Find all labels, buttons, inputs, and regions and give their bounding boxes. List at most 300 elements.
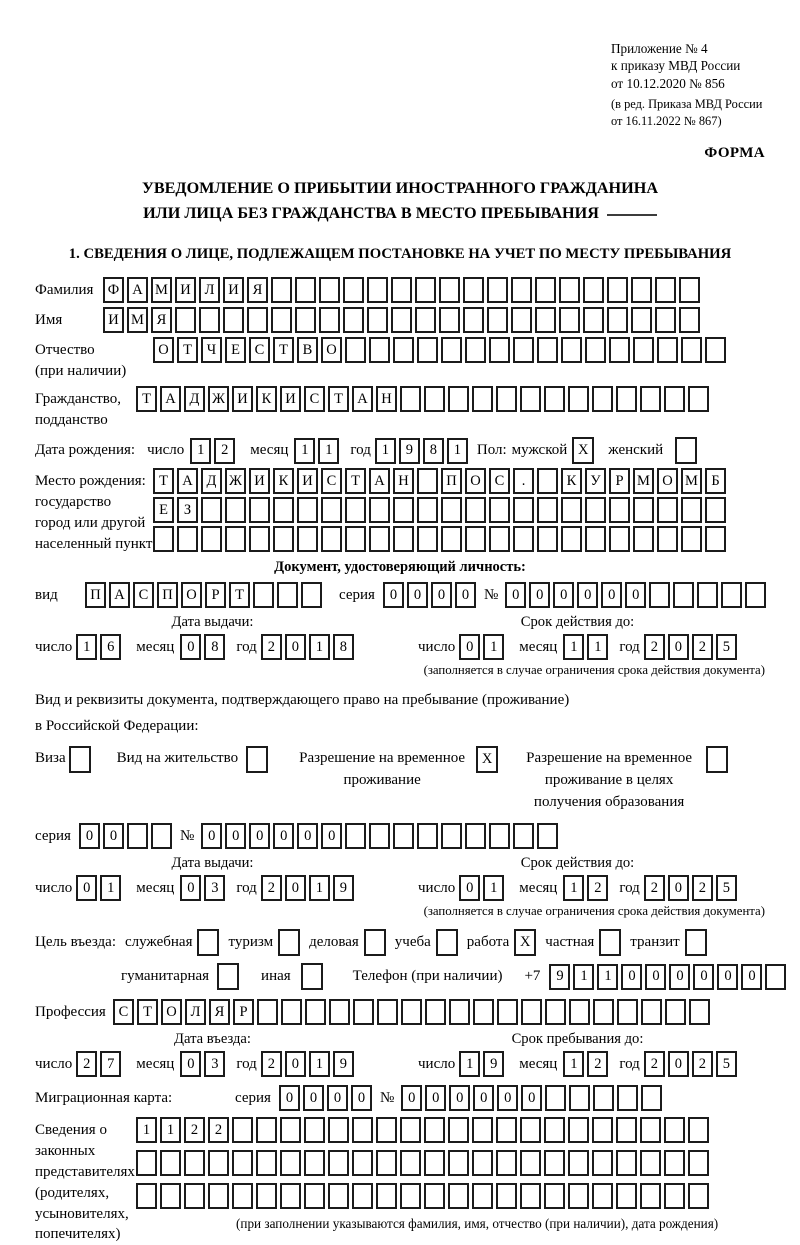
form-cell <box>367 277 388 303</box>
form-cell: П <box>157 582 178 608</box>
month-word: месяц <box>136 1055 175 1072</box>
form-cell: 0 <box>407 582 428 608</box>
birthplace-label-line-1: Место рождения: <box>35 473 146 490</box>
form-cell <box>208 1183 229 1209</box>
month-word: месяц <box>519 638 558 655</box>
form-cell: 5 <box>716 1051 737 1077</box>
doc-kind-cells <box>85 582 325 608</box>
month-word: месяц <box>519 879 558 896</box>
representatives-label-line-3: представителях <box>35 1164 135 1181</box>
birthplace-label <box>35 468 153 555</box>
form-cell <box>568 386 589 412</box>
form-cell: А <box>160 386 181 412</box>
form-cell <box>633 526 654 552</box>
form-cell <box>640 1183 661 1209</box>
form-cell: 0 <box>473 1085 494 1111</box>
form-cell <box>328 1183 349 1209</box>
visa-checkbox <box>69 746 91 773</box>
gender-female-label: женский <box>608 442 664 459</box>
form-cell <box>448 1183 469 1209</box>
form-cell: Д <box>184 386 205 412</box>
purpose-tourism <box>228 929 300 956</box>
residence-expiry-note: (заполняется в случае ограничения срока действия документа) <box>423 904 765 919</box>
form-cell <box>472 1150 493 1176</box>
form-cell <box>295 307 316 333</box>
form-cell <box>609 497 630 523</box>
form-cell <box>391 277 412 303</box>
migration-number-label: № <box>379 1089 395 1106</box>
form-cell: У <box>585 468 606 494</box>
form-cell: 2 <box>261 875 282 901</box>
form-cell <box>649 582 670 608</box>
birth-year-cells <box>375 438 471 464</box>
form-cell: 0 <box>285 875 306 901</box>
form-cell: К <box>256 386 277 412</box>
residence-expiry-date-row <box>418 875 765 901</box>
residence-expiry-month-cells <box>563 875 611 901</box>
purpose-study-checkbox <box>436 929 458 956</box>
migration-number-cells <box>401 1085 665 1111</box>
form-cell: О <box>321 337 342 363</box>
form-cell: 0 <box>741 964 762 990</box>
form-cell <box>489 823 510 849</box>
form-cell <box>393 497 414 523</box>
form-cell <box>153 526 174 552</box>
form-cell <box>487 277 508 303</box>
purpose-humanitarian-label: гуманитарная <box>121 968 210 985</box>
form-cell: 1 <box>309 1051 330 1077</box>
form-cell <box>393 526 414 552</box>
form-cell: 1 <box>459 1051 480 1077</box>
form-cell: 0 <box>285 634 306 660</box>
form-cell <box>513 526 534 552</box>
form-cell <box>535 277 556 303</box>
form-cell <box>568 1150 589 1176</box>
form-cell <box>345 823 366 849</box>
form-cell <box>465 823 486 849</box>
form-title-line-1: УВЕДОМЛЕНИЕ О ПРИБЫТИИ ИНОСТРАННОГО ГРАЖДАНИНА <box>141 179 659 198</box>
form-cell: 0 <box>459 875 480 901</box>
firstname-cells <box>103 307 703 333</box>
doc-number-cells <box>505 582 769 608</box>
doc-series-cells <box>383 582 479 608</box>
form-cell: 0 <box>225 823 246 849</box>
form-cell: 5 <box>716 634 737 660</box>
form-cell <box>496 1117 517 1143</box>
form-cell: 0 <box>249 823 270 849</box>
doc-issue-heading: Дата выдачи: <box>171 614 254 631</box>
form-cell: 0 <box>180 875 201 901</box>
form-cell: О <box>181 582 202 608</box>
residence-issue-day-cells <box>76 875 124 901</box>
month-word: месяц <box>519 1055 558 1072</box>
form-cell: С <box>321 468 342 494</box>
representatives-cells-block <box>136 1117 718 1232</box>
purpose-work-label: работа <box>466 934 510 951</box>
form-cell: Т <box>345 468 366 494</box>
form-cell: Е <box>225 337 246 363</box>
form-cell <box>544 1183 565 1209</box>
form-cell: 1 <box>160 1117 181 1143</box>
form-cell <box>664 1117 685 1143</box>
form-cell <box>641 999 662 1025</box>
form-cell: 1 <box>483 875 504 901</box>
form-cell: 0 <box>717 964 738 990</box>
form-cell: . <box>513 468 534 494</box>
form-cell <box>640 1150 661 1176</box>
form-cell <box>655 307 676 333</box>
form-cell <box>583 307 604 333</box>
form-cell <box>345 526 366 552</box>
form-cell: 1 <box>318 438 339 464</box>
representatives-cells-row-1 <box>136 1117 718 1143</box>
form-cell <box>295 277 316 303</box>
doc-issue-date-row <box>35 634 390 660</box>
form-cell <box>439 307 460 333</box>
representatives-caption: (при заполнении указываются фамилия, имя, отчество (при наличии), дата рождения) <box>236 1216 719 1232</box>
temp-residence-education-label: Разрешение на временное проживание в целях получения образования <box>526 750 693 810</box>
form-cell <box>319 277 340 303</box>
form-cell <box>417 337 438 363</box>
form-cell: А <box>177 468 198 494</box>
form-cell <box>655 277 676 303</box>
form-cell <box>352 1150 373 1176</box>
citizenship-label <box>35 386 136 431</box>
form-cell <box>472 1117 493 1143</box>
form-cell <box>472 1183 493 1209</box>
form-cell <box>247 307 268 333</box>
form-cell: 1 <box>136 1117 157 1143</box>
form-cell <box>343 277 364 303</box>
form-cell <box>609 337 630 363</box>
birth-gender-row <box>35 437 765 464</box>
form-cell: 0 <box>321 823 342 849</box>
surname-row <box>35 277 765 303</box>
form-cell: О <box>161 999 182 1025</box>
year-word: год <box>236 879 257 896</box>
day-word: число <box>147 442 185 459</box>
form-cell: 0 <box>297 823 318 849</box>
form-cell <box>664 1150 685 1176</box>
form-cell <box>441 337 462 363</box>
stay-until-date-row <box>418 1051 765 1077</box>
purpose-tourism-label: туризм <box>228 934 274 951</box>
form-cell: 0 <box>668 1051 689 1077</box>
form-cell: 2 <box>644 875 665 901</box>
form-cell <box>304 1183 325 1209</box>
appendix-line-2: к приказу МВД России <box>611 58 741 74</box>
form-cell: 1 <box>483 634 504 660</box>
form-cell: 9 <box>549 964 570 990</box>
month-word: месяц <box>250 442 289 459</box>
purpose-official-checkbox <box>197 929 219 956</box>
birthplace-label-line-3: город или другой <box>35 515 146 532</box>
form-cell: 2 <box>692 1051 713 1077</box>
form-cell: 2 <box>261 634 282 660</box>
form-cell: Р <box>609 468 630 494</box>
form-cell <box>681 526 702 552</box>
form-cell <box>511 307 532 333</box>
form-cell: 6 <box>100 634 121 660</box>
form-cell: 9 <box>333 1051 354 1077</box>
form-cell: 3 <box>204 1051 225 1077</box>
form-cell <box>376 1150 397 1176</box>
form-cell <box>688 1183 709 1209</box>
stay-day-cells <box>459 1051 507 1077</box>
birthplace-label-line-4: населенный пункт <box>35 536 153 553</box>
patronymic-cells <box>153 337 729 363</box>
purpose-transit-checkbox <box>685 929 707 956</box>
form-cell <box>633 497 654 523</box>
form-cell <box>569 999 590 1025</box>
form-cell <box>592 1150 613 1176</box>
stay-month-cells <box>563 1051 611 1077</box>
firstname-row <box>35 307 765 333</box>
firstname-label: Имя <box>35 312 63 329</box>
representatives-label-line-2: законных <box>35 1143 96 1160</box>
representatives-label <box>35 1117 136 1245</box>
form-cell: Б <box>705 468 726 494</box>
form-title-line-2 <box>35 201 765 226</box>
form-cell <box>465 337 486 363</box>
form-cell: 0 <box>180 1051 201 1077</box>
form-cell <box>441 526 462 552</box>
form-cell: 1 <box>76 634 97 660</box>
form-cell <box>273 497 294 523</box>
form-cell: Т <box>229 582 250 608</box>
form-cell <box>473 999 494 1025</box>
form-cell: 1 <box>587 634 608 660</box>
doc-expiry-note: (заполняется в случае ограничения срока действия документа) <box>423 663 765 678</box>
form-cell: 0 <box>285 1051 306 1077</box>
form-cell <box>616 1150 637 1176</box>
form-cell: 0 <box>459 634 480 660</box>
form-cell <box>679 277 700 303</box>
form-cell: М <box>681 468 702 494</box>
form-cell <box>439 277 460 303</box>
form-cell: Е <box>153 497 174 523</box>
form-cell <box>520 1183 541 1209</box>
form-cell: 0 <box>180 634 201 660</box>
form-cell: И <box>249 468 270 494</box>
form-cell: 3 <box>204 875 225 901</box>
form-cell: 2 <box>644 1051 665 1077</box>
form-cell: 0 <box>601 582 622 608</box>
form-cell: 0 <box>449 1085 470 1111</box>
revision-line-1: (в ред. Приказа МВД России <box>611 97 763 112</box>
form-cell <box>441 823 462 849</box>
form-cell <box>281 999 302 1025</box>
form-cell: 0 <box>327 1085 348 1111</box>
form-cell <box>441 497 462 523</box>
purpose-other <box>261 963 323 990</box>
purpose-other-checkbox <box>301 963 323 990</box>
form-cell <box>545 1085 566 1111</box>
form-cell: 1 <box>597 964 618 990</box>
form-cell <box>559 307 580 333</box>
form-cell: 0 <box>645 964 666 990</box>
residence-doc-intro-2: в Российской Федерации: <box>35 717 199 734</box>
form-cell <box>424 1117 445 1143</box>
option-visa <box>35 744 91 773</box>
representatives-cells-row-3 <box>136 1183 718 1209</box>
form-cell <box>697 582 718 608</box>
form-cell: 1 <box>563 1051 584 1077</box>
form-cell <box>232 1183 253 1209</box>
birthplace-cells-row-3 <box>153 526 729 552</box>
form-cell <box>585 497 606 523</box>
form-cell: 8 <box>423 438 444 464</box>
stay-until-heading: Срок пребывания до: <box>511 1031 644 1048</box>
year-word: год <box>236 1055 257 1072</box>
form-cell <box>184 1150 205 1176</box>
purpose-study <box>395 929 458 956</box>
form-cell: Т <box>153 468 174 494</box>
form-cell: 0 <box>505 582 526 608</box>
form-cell <box>569 1085 590 1111</box>
form-cell: М <box>151 277 172 303</box>
form-cell <box>304 1150 325 1176</box>
surname-cells <box>103 277 703 303</box>
form-cell <box>640 1117 661 1143</box>
purpose-business-label: деловая <box>309 934 359 951</box>
form-cell <box>585 337 606 363</box>
visa-label: Виза <box>35 750 66 767</box>
form-cell <box>425 999 446 1025</box>
purpose-work-checkbox: X <box>514 929 536 956</box>
citizenship-row <box>35 386 765 431</box>
residence-issue-year-cells <box>261 875 357 901</box>
form-cell <box>664 386 685 412</box>
residence-doc-options <box>35 744 765 813</box>
form-cell <box>592 386 613 412</box>
form-cell <box>688 1117 709 1143</box>
form-cell: Ф <box>103 277 124 303</box>
form-cell: 0 <box>693 964 714 990</box>
form-cell: 0 <box>668 875 689 901</box>
residence-doc-series-row <box>35 823 765 849</box>
doc-expiry-year-cells <box>644 634 740 660</box>
form-cell: О <box>465 468 486 494</box>
form-cell <box>665 999 686 1025</box>
form-cell <box>393 823 414 849</box>
form-cell: 1 <box>100 875 121 901</box>
day-word: число <box>418 638 456 655</box>
appendix-line-1: Приложение № 4 <box>611 41 708 56</box>
form-cell <box>617 999 638 1025</box>
stay-year-cells <box>644 1051 740 1077</box>
form-cell <box>321 497 342 523</box>
day-word: число <box>35 1055 73 1072</box>
phone-prefix: +7 <box>524 968 541 985</box>
form-cell <box>177 526 198 552</box>
form-cell: А <box>352 386 373 412</box>
profession-label: Профессия <box>35 1004 106 1021</box>
form-cell: 0 <box>103 823 124 849</box>
form-cell: Л <box>185 999 206 1025</box>
form-cell <box>184 1183 205 1209</box>
form-cell: 2 <box>208 1117 229 1143</box>
year-word: год <box>619 1055 640 1072</box>
form-cell: 2 <box>587 1051 608 1077</box>
phone-label: Телефон (при наличии) <box>352 968 503 985</box>
purpose-private-label: частная <box>545 934 595 951</box>
residence-doc-dates <box>35 855 765 901</box>
form-cell <box>257 999 278 1025</box>
purpose-study-label: учеба <box>394 934 431 951</box>
form-cell <box>465 497 486 523</box>
form-cell <box>561 337 582 363</box>
form-cell: 0 <box>76 875 97 901</box>
form-cell <box>369 497 390 523</box>
form-cell <box>520 386 541 412</box>
form-cell <box>424 1183 445 1209</box>
form-cell <box>449 999 470 1025</box>
form-cell <box>593 999 614 1025</box>
form-cell: 0 <box>431 582 452 608</box>
form-cell: 0 <box>669 964 690 990</box>
month-word: месяц <box>136 638 175 655</box>
purpose-private <box>545 929 621 956</box>
entry-date-col <box>35 1031 390 1077</box>
form-cell <box>400 1117 421 1143</box>
residence-series-label: серия <box>35 827 71 844</box>
form-cell: А <box>127 277 148 303</box>
gender-male-label: мужской <box>511 442 568 459</box>
birthplace-label-line-2: государство <box>35 494 112 511</box>
form-cell <box>520 1117 541 1143</box>
entry-month-cells <box>180 1051 228 1077</box>
representatives-label-line-1: Сведения о <box>35 1122 107 1139</box>
form-cell <box>415 307 436 333</box>
form-cell: 2 <box>184 1117 205 1143</box>
entry-dates <box>35 1031 765 1077</box>
form-cell <box>136 1183 157 1209</box>
form-cell <box>376 1117 397 1143</box>
form-cell: В <box>297 337 318 363</box>
form-cell: Я <box>247 277 268 303</box>
form-cell: 1 <box>375 438 396 464</box>
surname-label: Фамилия <box>35 282 94 299</box>
form-cell <box>343 307 364 333</box>
doc-number-label: № <box>483 586 499 603</box>
form-cell: С <box>489 468 510 494</box>
form-cell: И <box>175 277 196 303</box>
form-cell <box>568 1117 589 1143</box>
citizenship-label-line-2: подданство <box>35 412 108 429</box>
form-cell <box>489 497 510 523</box>
form-cell <box>223 307 244 333</box>
form-cell <box>280 1150 301 1176</box>
purpose-transit-label: транзит <box>630 934 680 951</box>
form-cell: И <box>223 277 244 303</box>
form-cell <box>520 1150 541 1176</box>
form-cell <box>705 526 726 552</box>
form-cell <box>127 823 148 849</box>
form-cell <box>633 337 654 363</box>
form-cell <box>537 497 558 523</box>
form-cell: 1 <box>309 875 330 901</box>
form-cell <box>705 497 726 523</box>
form-cell <box>321 526 342 552</box>
form-cell <box>415 277 436 303</box>
form-cell <box>593 1085 614 1111</box>
option-temp-residence <box>296 744 498 792</box>
form-cell <box>545 999 566 1025</box>
form-cell <box>496 1150 517 1176</box>
purpose-transit <box>630 929 706 956</box>
form-cell: К <box>561 468 582 494</box>
